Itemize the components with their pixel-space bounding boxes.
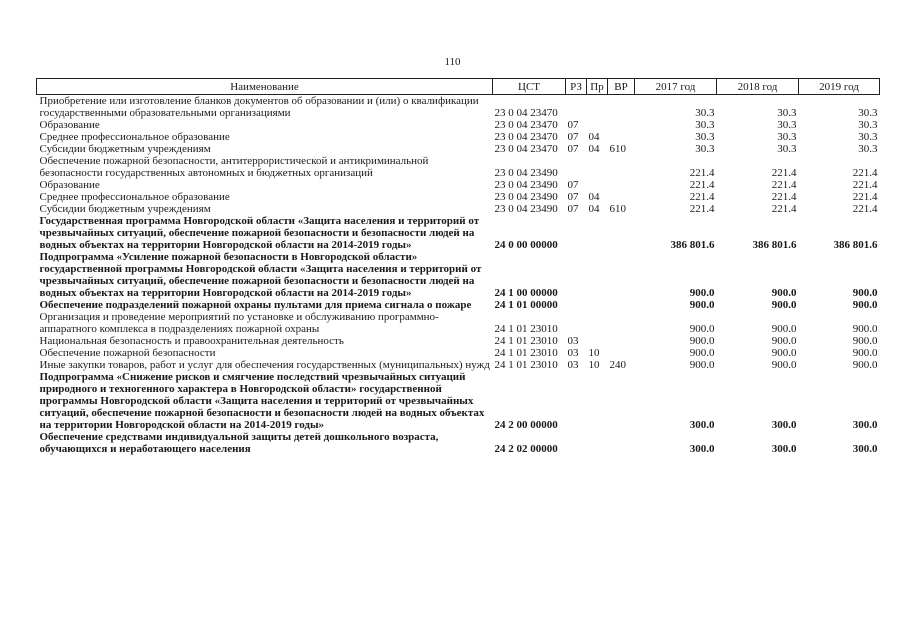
cell-name: Обеспечение пожарной безопасности	[39, 347, 216, 359]
table-row	[37, 335, 880, 347]
cell-2017: 30.3	[695, 119, 715, 131]
cell-pr	[587, 95, 608, 120]
cell-vr	[608, 335, 635, 347]
cell-2018: 900.0	[771, 347, 797, 359]
cell-2019: 30.3	[858, 131, 878, 143]
cell-rz	[566, 311, 587, 335]
cell-2017: 300.0	[689, 419, 715, 431]
cell-2017: 900.0	[689, 335, 715, 347]
cell-rz: 07	[567, 179, 579, 191]
cell-2019: 900.0	[852, 347, 878, 359]
cell-pr: 04	[588, 191, 600, 203]
cell-rz: 03	[567, 335, 579, 347]
cell-2018: 30.3	[777, 107, 797, 119]
header-cst: ЦСТ	[493, 79, 566, 95]
cell-2019: 900.0	[852, 323, 878, 335]
table-header-row	[37, 79, 880, 95]
cell-cst: 24 1 01 23010	[494, 359, 558, 371]
cell-2018: 900.0	[771, 287, 797, 299]
cell-cst: 24 1 01 23010	[494, 335, 558, 347]
cell-cst: 23 0 04 23470	[494, 107, 558, 119]
cell-2018: 221.4	[771, 167, 797, 179]
header-rz: РЗ	[566, 79, 587, 95]
cell-name: Организация и проведение мероприятий по установке и обслуживанию программно-аппаратного комплекса в подразделениях пожарной охраны	[39, 311, 439, 335]
cell-rz: 03	[567, 347, 579, 359]
cell-vr	[608, 119, 635, 131]
cell-pr	[587, 371, 608, 431]
cell-2019: 30.3	[858, 143, 878, 155]
cell-2017: 900.0	[689, 299, 715, 311]
table-row	[37, 131, 880, 143]
cell-vr	[608, 95, 635, 120]
cell-2018: 221.4	[771, 179, 797, 191]
cell-2019: 386 801.6	[833, 239, 878, 251]
cell-cst: 24 0 00 00000	[494, 239, 558, 251]
cell-cst: 23 0 04 23470	[494, 119, 558, 131]
cell-2019: 300.0	[852, 419, 878, 431]
header-pr: Пр	[587, 79, 608, 95]
cell-2019: 900.0	[852, 287, 878, 299]
cell-rz	[566, 299, 587, 311]
cell-name: Подпрограмма «Снижение рисков и смягчение последствий чрезвычайных ситуаций природного и техногенного характера в Новгородской области» государственной программы Новгородской области «Защита населения и территорий от чрезвычайных ситуаций, обеспечение пожарной безопасности и безопасности людей на водных объектах на территории Новгородской области на 2014-2019 годы»	[39, 371, 485, 431]
cell-name: Приобретение или изготовление бланков документов об образовании и (или) о квалификации государственными образовательными организациями	[39, 95, 479, 119]
cell-rz	[566, 95, 587, 120]
budget-table	[36, 78, 880, 455]
cell-2018: 221.4	[771, 203, 797, 215]
cell-vr	[608, 179, 635, 191]
cell-vr	[608, 347, 635, 359]
cell-2017: 386 801.6	[670, 239, 715, 251]
cell-cst: 23 0 04 23490	[494, 191, 558, 203]
cell-cst: 23 0 04 23490	[494, 203, 558, 215]
cell-2018: 300.0	[771, 443, 797, 455]
cell-name: Субсидии бюджетным учреждениям	[39, 203, 211, 215]
table-row	[37, 95, 880, 120]
cell-rz	[566, 215, 587, 251]
cell-cst: 24 2 00 00000	[494, 419, 558, 431]
cell-name: Национальная безопасность и правоохранительная деятельность	[39, 335, 344, 347]
cell-pr: 04	[588, 143, 600, 155]
table-row	[37, 119, 880, 131]
cell-2018: 30.3	[777, 119, 797, 131]
cell-vr	[608, 155, 635, 179]
cell-2019: 900.0	[852, 335, 878, 347]
header-2019: 2019 год	[799, 79, 880, 95]
cell-name: Иные закупки товаров, работ и услуг для обеспечения государственных (муниципальных) нужд	[39, 359, 490, 371]
cell-2017: 30.3	[695, 131, 715, 143]
header-2017: 2017 год	[635, 79, 717, 95]
cell-rz	[566, 371, 587, 431]
cell-2017: 221.4	[689, 167, 715, 179]
cell-2018: 900.0	[771, 299, 797, 311]
cell-pr: 10	[588, 347, 600, 359]
cell-vr	[608, 431, 635, 455]
table-row	[37, 431, 880, 455]
table-row	[37, 179, 880, 191]
cell-name: Обеспечение пожарной безопасности, антитеррористической и антикриминальной безопасности государственных автономных и бюджетных организаций	[39, 155, 429, 179]
cell-2017: 900.0	[689, 347, 715, 359]
cell-rz: 07	[567, 119, 579, 131]
table-row	[37, 311, 880, 335]
cell-cst: 23 0 04 23490	[494, 179, 558, 191]
cell-2019: 30.3	[858, 107, 878, 119]
cell-pr	[587, 311, 608, 335]
cell-2017: 900.0	[689, 323, 715, 335]
page-number: 110	[444, 56, 461, 68]
cell-rz: 07	[567, 143, 579, 155]
cell-name: Образование	[39, 179, 100, 191]
header-vr: ВР	[608, 79, 635, 95]
cell-name: Среднее профессиональное образование	[39, 131, 230, 143]
cell-vr	[608, 131, 635, 143]
cell-2019: 221.4	[852, 179, 878, 191]
cell-pr: 04	[588, 131, 600, 143]
cell-2018: 300.0	[771, 419, 797, 431]
table-row	[37, 215, 880, 251]
cell-rz: 03	[567, 359, 579, 371]
cell-2018: 900.0	[771, 335, 797, 347]
cell-pr	[587, 299, 608, 311]
cell-pr	[587, 335, 608, 347]
cell-pr: 10	[588, 359, 600, 371]
cell-vr: 610	[609, 203, 626, 215]
table-row	[37, 191, 880, 203]
cell-2018: 386 801.6	[752, 239, 797, 251]
cell-cst: 24 1 01 23010	[494, 347, 558, 359]
cell-vr	[608, 299, 635, 311]
cell-2017: 900.0	[689, 359, 715, 371]
cell-pr	[587, 155, 608, 179]
cell-rz: 07	[567, 191, 579, 203]
table-row	[37, 347, 880, 359]
cell-vr: 610	[609, 143, 626, 155]
cell-vr: 240	[609, 359, 626, 371]
cell-2019: 300.0	[852, 443, 878, 455]
cell-vr	[608, 215, 635, 251]
cell-cst: 24 2 02 00000	[494, 443, 558, 455]
cell-rz	[566, 155, 587, 179]
table-row	[37, 143, 880, 155]
cell-vr	[608, 371, 635, 431]
cell-cst: 23 0 04 23490	[494, 167, 558, 179]
table-row	[37, 203, 880, 215]
cell-2017: 221.4	[689, 179, 715, 191]
cell-cst: 24 1 01 00000	[494, 299, 558, 311]
cell-rz	[566, 431, 587, 455]
cell-rz: 07	[567, 203, 579, 215]
table-row	[37, 251, 880, 299]
cell-cst: 23 0 04 23470	[494, 143, 558, 155]
cell-2017: 30.3	[695, 107, 715, 119]
cell-name: Субсидии бюджетным учреждениям	[39, 143, 211, 155]
cell-cst: 24 1 01 23010	[494, 323, 558, 335]
cell-name: Подпрограмма «Усиление пожарной безопасности в Новгородской области» государственной программы Новгородской области «Защита населения и территорий от чрезвычайных ситуаций, обеспечение пожарной безопасности и безопасности людей на водных объектах на территории Новгородской области на 2014-2019 годы»	[39, 251, 482, 299]
table-row	[37, 299, 880, 311]
cell-vr	[608, 191, 635, 203]
cell-2019: 221.4	[852, 167, 878, 179]
cell-name: Государственная программа Новгородской области «Защита населения и территорий от чрезвычайных ситуаций, обеспечение пожарной безопасности и безопасности людей на водных объектах на территории Новгородской области на 2014-2019 годы»	[39, 215, 480, 251]
cell-2017: 30.3	[695, 143, 715, 155]
cell-2018: 30.3	[777, 131, 797, 143]
table-row	[37, 359, 880, 371]
cell-2019: 900.0	[852, 299, 878, 311]
cell-2017: 300.0	[689, 443, 715, 455]
cell-name: Образование	[39, 119, 100, 131]
cell-2019: 221.4	[852, 203, 878, 215]
cell-name: Обеспечение средствами индивидуальной защиты детей дошкольного возраста, обучающихся и неработающего населения	[39, 431, 439, 455]
cell-vr	[608, 311, 635, 335]
cell-2019: 900.0	[852, 359, 878, 371]
cell-2019: 30.3	[858, 119, 878, 131]
cell-rz: 07	[567, 131, 579, 143]
table-row	[37, 371, 880, 431]
cell-2018: 30.3	[777, 143, 797, 155]
cell-2017: 221.4	[689, 203, 715, 215]
cell-pr	[587, 179, 608, 191]
cell-pr	[587, 431, 608, 455]
cell-pr	[587, 119, 608, 131]
cell-2017: 221.4	[689, 191, 715, 203]
cell-name: Среднее профессиональное образование	[39, 191, 230, 203]
cell-vr	[608, 251, 635, 299]
cell-cst: 24 1 00 00000	[494, 287, 558, 299]
cell-2018: 900.0	[771, 359, 797, 371]
cell-2018: 900.0	[771, 323, 797, 335]
cell-rz	[566, 251, 587, 299]
cell-2019: 221.4	[852, 191, 878, 203]
cell-pr	[587, 215, 608, 251]
cell-pr: 04	[588, 203, 600, 215]
cell-cst: 23 0 04 23470	[494, 131, 558, 143]
cell-pr	[587, 251, 608, 299]
header-2018: 2018 год	[717, 79, 799, 95]
cell-name: Обеспечение подразделений пожарной охраны пультами для приема сигнала о пожаре	[39, 299, 472, 311]
cell-2018: 221.4	[771, 191, 797, 203]
header-name: Наименование	[37, 79, 493, 95]
cell-2017: 900.0	[689, 287, 715, 299]
table-row	[37, 155, 880, 179]
